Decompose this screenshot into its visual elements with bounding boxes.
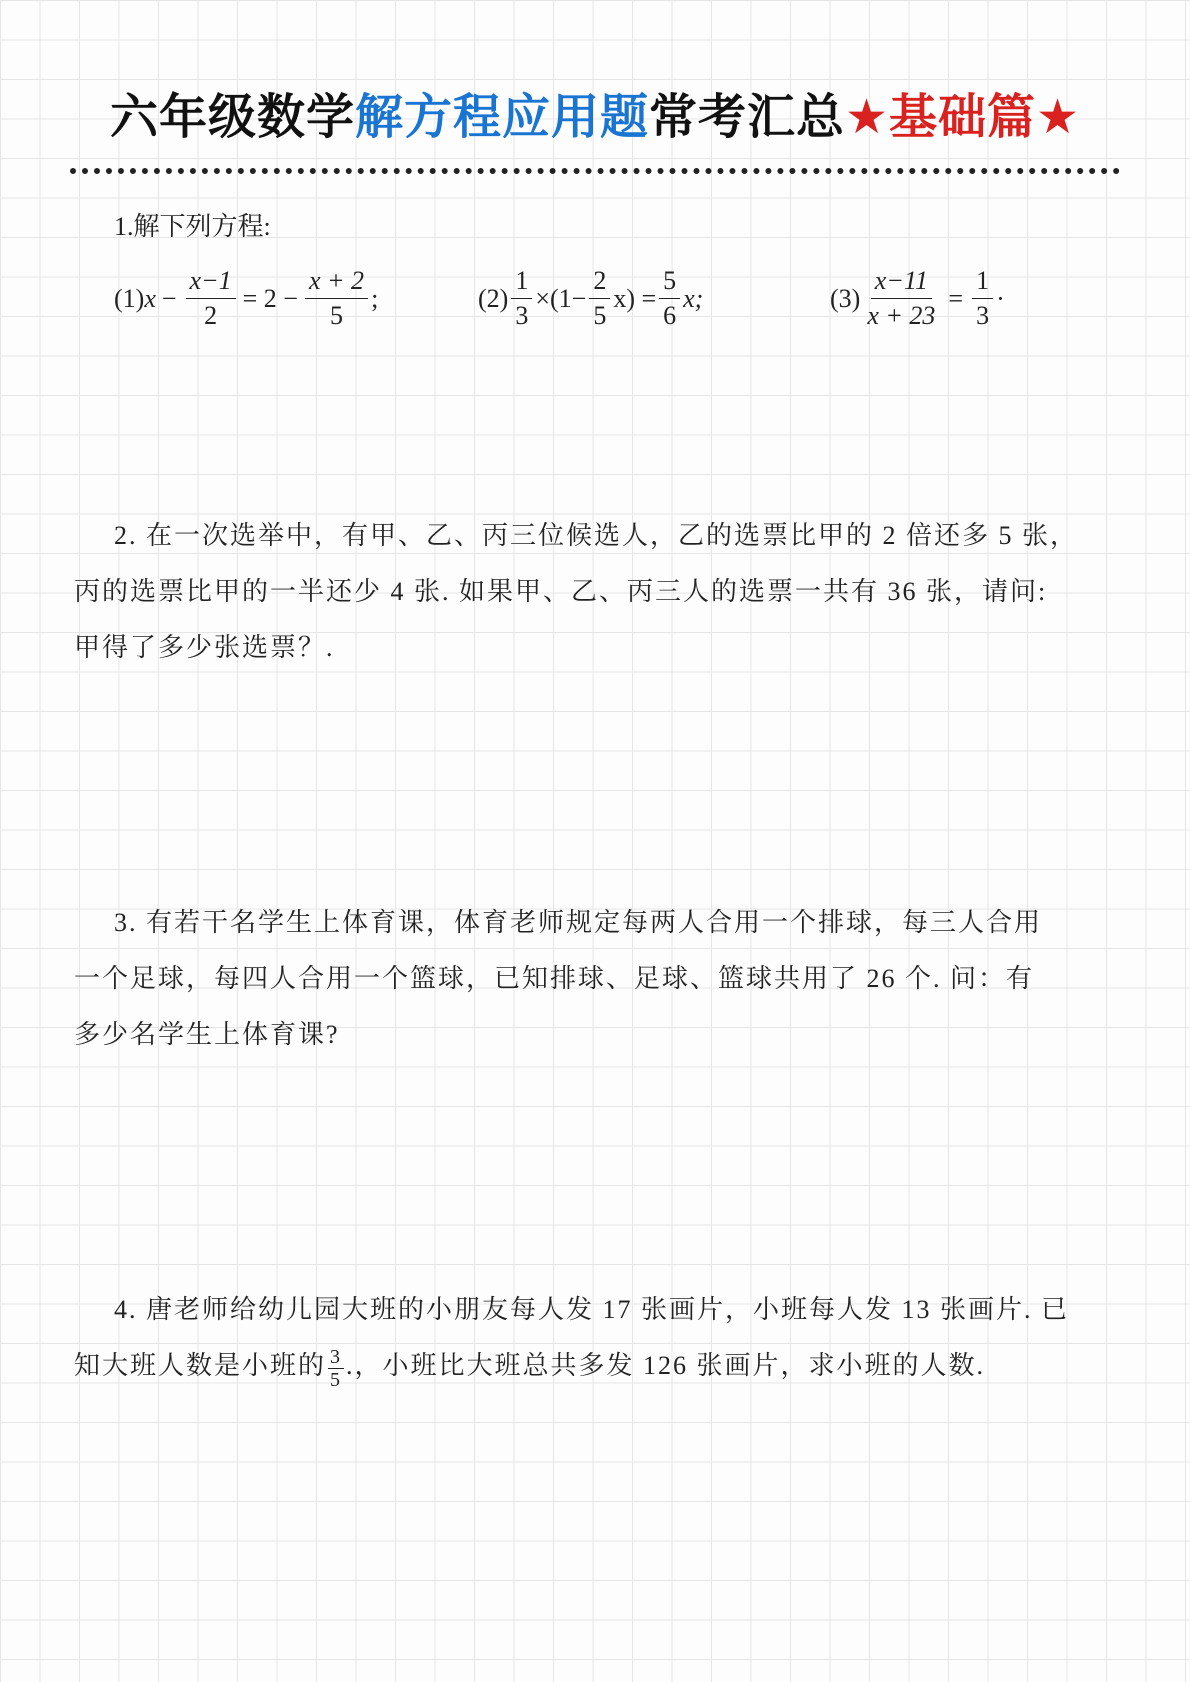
equation-2-middle-2: x) = bbox=[613, 283, 657, 313]
question-3-line-2: 一个足球，每四人合用一个篮球，已知排球、足球、篮球共用了 26 个. 问：有 bbox=[74, 964, 1035, 993]
equation-3 bbox=[830, 266, 1005, 331]
fraction-numerator: 3 bbox=[330, 1345, 343, 1368]
title-part-4: ★基础篇★ bbox=[844, 89, 1081, 145]
fraction-denominator: 5 bbox=[330, 301, 344, 330]
equation-3-fraction-2 bbox=[972, 266, 993, 331]
fraction-numerator: 1 bbox=[972, 266, 993, 299]
fraction-denominator: 6 bbox=[663, 301, 677, 330]
fraction-denominator: 5 bbox=[593, 301, 607, 330]
question-2-line-3: 甲得了多少张选票？. bbox=[74, 633, 335, 662]
equation-3-label: (3) bbox=[830, 283, 861, 313]
equation-1-label: (1) bbox=[114, 283, 145, 313]
equation-1-middle: = 2 − bbox=[242, 283, 298, 313]
question-3 bbox=[74, 895, 1124, 1063]
equation-3-end: · bbox=[996, 283, 1005, 313]
equation-2-label: (2) bbox=[478, 283, 509, 313]
equation-1-minus: − bbox=[161, 283, 177, 313]
question-3-line-1: 3. 有若干名学生上体育课，体育老师规定每两人合用一个排球，每三人合用 bbox=[114, 908, 1043, 937]
question-1-heading: 1.解下列方程: bbox=[114, 212, 271, 241]
fraction-numerator: 2 bbox=[589, 266, 610, 299]
title-part-3: 常考汇总 bbox=[648, 89, 845, 145]
fraction-denominator: x + 23 bbox=[867, 301, 936, 330]
title-part-1: 六年级数学 bbox=[109, 89, 355, 145]
fraction-numerator: 5 bbox=[659, 266, 680, 299]
question-4-line-2-start: 知大班人数是小班的 bbox=[74, 1351, 327, 1380]
fraction-numerator: 1 bbox=[511, 266, 532, 299]
fraction-numerator: x−1 bbox=[186, 266, 236, 299]
fraction-denominator: 5 bbox=[330, 1368, 343, 1391]
equation-2-end: x; bbox=[683, 283, 704, 313]
equation-1-end: ; bbox=[371, 283, 379, 313]
equation-2 bbox=[478, 266, 703, 331]
fraction-denominator: 2 bbox=[204, 301, 218, 330]
title-part-2: 解方程应用题 bbox=[354, 89, 649, 145]
question-2-line-2: 丙的选票比甲的一半还少 4 张. 如果甲、乙、丙三人的选票一共有 36 张，请问: bbox=[74, 577, 1048, 606]
page-title bbox=[0, 78, 1190, 147]
question-3-line-3: 多少名学生上体育课? bbox=[74, 1020, 340, 1049]
equation-1-fraction-2 bbox=[305, 266, 368, 331]
equation-3-middle: = bbox=[948, 283, 964, 313]
equation-1-x: x bbox=[144, 283, 156, 313]
question-4-line-2 bbox=[74, 1338, 1124, 1394]
equation-3-fraction-1 bbox=[863, 266, 939, 331]
question-4-fraction bbox=[328, 1346, 344, 1391]
fraction-numerator: x−11 bbox=[871, 266, 932, 299]
question-4 bbox=[74, 1282, 1124, 1394]
equation-1-fraction-1 bbox=[186, 266, 236, 331]
equation-2-fraction-3 bbox=[659, 266, 680, 331]
fraction-denominator: 3 bbox=[976, 301, 990, 330]
equation-2-fraction-2 bbox=[589, 266, 610, 331]
fraction-denominator: 3 bbox=[515, 301, 529, 330]
question-4-line-2-end: .，小班比大班总共多发 126 张画片，求小班的人数. bbox=[346, 1351, 986, 1380]
question-4-line-1: 4. 唐老师给幼儿园大班的小朋友每人发 17 张画片，小班每人发 13 张画片. 已 bbox=[114, 1295, 1070, 1324]
question-2 bbox=[74, 508, 1124, 676]
equation-2-middle-1: ×(1− bbox=[535, 283, 587, 313]
fraction-numerator: x + 2 bbox=[305, 266, 368, 299]
dotted-divider bbox=[70, 168, 1120, 174]
equation-2-fraction-1 bbox=[511, 266, 532, 331]
question-2-line-1: 2. 在一次选举中，有甲、乙、丙三位候选人，乙的选票比甲的 2 倍还多 5 张， bbox=[114, 521, 1079, 550]
equation-1 bbox=[114, 266, 378, 331]
